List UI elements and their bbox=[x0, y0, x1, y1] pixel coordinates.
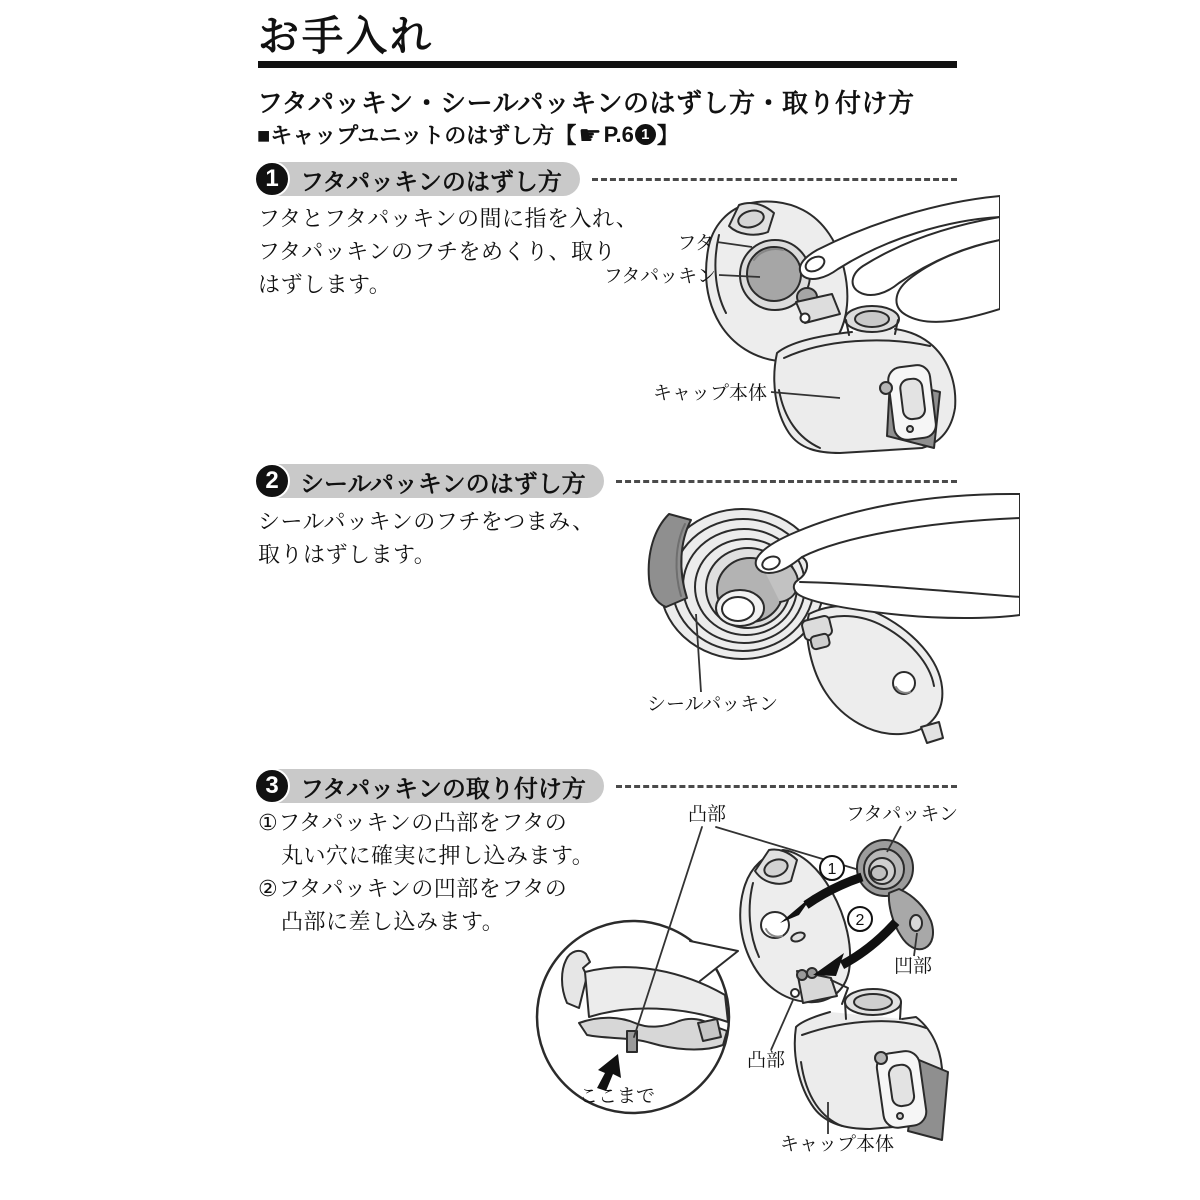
cap-unit-method-label: ■キャップユニットのはずし方 bbox=[257, 123, 555, 148]
magnifier-detail-drawing bbox=[537, 921, 738, 1113]
body-line: ②フタパッキンの凹部をフタの bbox=[258, 876, 568, 901]
section1-heading-pill bbox=[256, 162, 580, 196]
section3-dashed-rule bbox=[616, 785, 957, 788]
step-reference-badge: 1 bbox=[635, 124, 656, 145]
illustration-attach-lid-gasket bbox=[530, 790, 1000, 1185]
label-lid-gasket: フタパッキン bbox=[845, 804, 959, 825]
title-rule bbox=[258, 61, 957, 68]
section1-heading: フタパッキンのはずし方 bbox=[300, 168, 562, 196]
label-seal-gasket: シールパッキン bbox=[647, 694, 779, 715]
open-lid-drawing bbox=[801, 606, 943, 743]
label-lid-gasket: フタパッキン bbox=[603, 266, 716, 287]
body-line: フタパッキンのフチをめくり、取り bbox=[258, 239, 617, 264]
arrow1-number: 1 bbox=[827, 861, 837, 878]
pointing-hand-icon: ☛ bbox=[578, 119, 602, 150]
cap-unit-method-line bbox=[257, 119, 679, 150]
label-here-mark: ここまで bbox=[578, 1086, 656, 1107]
label-cap-body: キャップ本体 bbox=[779, 1134, 895, 1155]
section2-heading: シールパッキンのはずし方 bbox=[300, 470, 586, 498]
bracket-close: 】 bbox=[656, 123, 679, 148]
bracket-open: 【 bbox=[554, 123, 577, 148]
body-line: はずします。 bbox=[258, 272, 392, 297]
illustration-remove-lid-gasket bbox=[600, 190, 1000, 460]
section3-heading: フタパッキンの取り付け方 bbox=[300, 775, 586, 803]
section2-body bbox=[258, 505, 595, 571]
section1-number-badge: 1 bbox=[254, 161, 290, 197]
body-line: 丸い穴に確実に押し込みます。 bbox=[281, 843, 595, 868]
label-protrusion-hinge: 凸部 bbox=[746, 1050, 786, 1071]
body-line: 凸部に差し込みます。 bbox=[281, 909, 505, 934]
label-protrusion-top: 凸部 bbox=[687, 804, 727, 825]
page-title: お手入れ bbox=[258, 13, 434, 59]
label-cap-body: キャップ本体 bbox=[652, 383, 767, 404]
section2-heading-pill bbox=[256, 464, 604, 498]
section1-dashed-rule bbox=[592, 178, 957, 181]
illustration-remove-seal-gasket bbox=[590, 486, 1020, 764]
cap-body-drawing bbox=[795, 989, 948, 1140]
section2-number-badge: 2 bbox=[254, 463, 290, 499]
body-line: フタとフタパッキンの間に指を入れ、 bbox=[258, 206, 639, 231]
arrow2-number: 2 bbox=[855, 912, 865, 929]
body-line: シールパッキンのフチをつまみ、 bbox=[258, 509, 595, 534]
label-lid: フタ bbox=[677, 233, 714, 254]
section-subtitle: フタパッキン・シールパッキンのはずし方・取り付け方 bbox=[257, 88, 915, 118]
body-line: ①フタパッキンの凸部をフタの bbox=[258, 810, 568, 835]
label-recess: 凹部 bbox=[893, 956, 933, 977]
page-reference: P.6 bbox=[603, 121, 634, 147]
body-line: 取りはずします。 bbox=[258, 542, 437, 567]
section3-number-badge: 3 bbox=[254, 768, 290, 804]
section1-body bbox=[258, 202, 638, 301]
section3-step2 bbox=[258, 872, 567, 938]
section2-dashed-rule bbox=[616, 480, 957, 483]
